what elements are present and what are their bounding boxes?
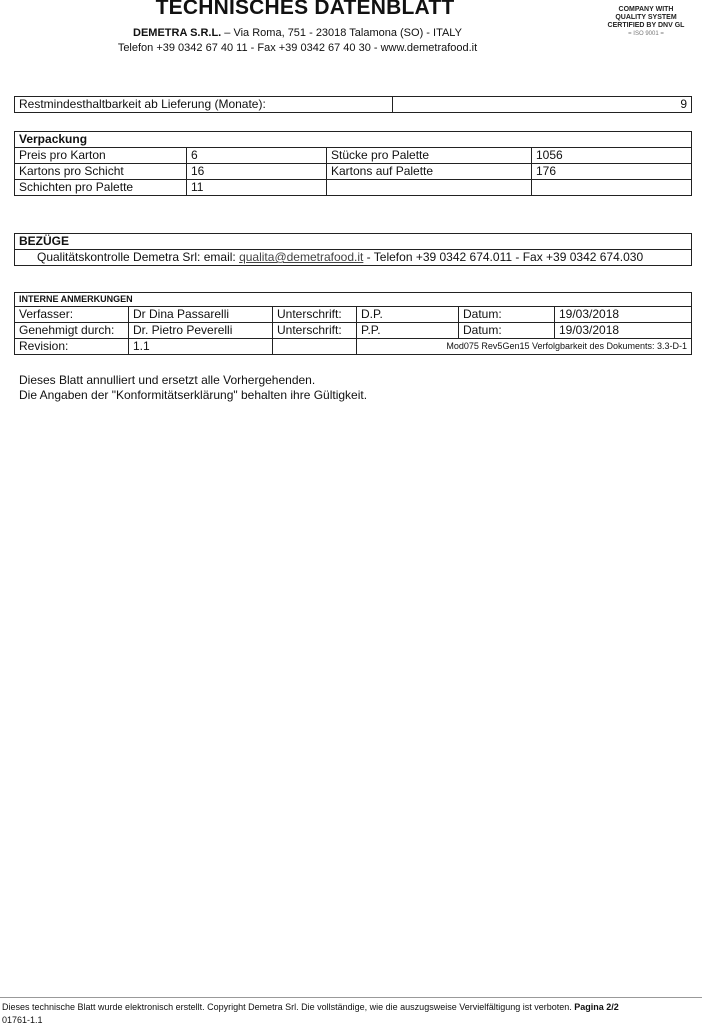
footer-text [2, 1002, 619, 1012]
table-row [15, 323, 692, 339]
date-label: Datum: [459, 323, 555, 339]
author-signature: D.P. [357, 307, 459, 323]
cell: 16 [187, 164, 327, 180]
signature-label: Unterschrift: [273, 323, 357, 339]
document-number: 01761-1.1 [2, 1015, 43, 1025]
cell: Stücke pro Palette [327, 148, 532, 164]
references-suffix: - Telefon +39 0342 674.011 - Fax +39 0342 674.030 [363, 250, 644, 264]
references-table [14, 233, 692, 266]
table-row [15, 339, 692, 355]
note-line-2: Die Angaben der "Konformitätserklärung" behalten ihre Gültigkeit. [19, 388, 368, 402]
footer-copyright: Dieses technische Blatt wurde elektronisch erstellt. Copyright Demetra Srl. Die vollständige, wie die auszugsweise Vervielfältigung ist verboten. [2, 1002, 575, 1012]
table-row [15, 180, 692, 196]
company-name: DEMETRA S.R.L. [133, 27, 222, 39]
cert-line-4: = ISO 9001 = [628, 31, 664, 37]
document-title: TECHNISCHES DATENBLATT [155, 0, 455, 19]
author-date: 19/03/2018 [555, 307, 692, 323]
company-contact: Telefon +39 0342 67 40 11 - Fax +39 0342 67 40 30 - www.demetrafood.it [117, 42, 478, 54]
cell [532, 180, 692, 196]
internal-notes-table [14, 292, 692, 355]
packaging-table [14, 131, 692, 196]
references-heading: BEZÜGE [15, 234, 692, 250]
footer-divider [0, 997, 702, 998]
shelf-life-table [14, 96, 692, 113]
author-label: Verfasser: [15, 307, 129, 323]
page-number: Pagina 2/2 [574, 1002, 619, 1012]
table-row [15, 97, 692, 113]
internal-heading: INTERNE ANMERKUNGEN [15, 293, 692, 307]
author-name: Dr Dina Passarelli [129, 307, 273, 323]
table-row [15, 307, 692, 323]
revision-value: 1.1 [129, 339, 273, 355]
cell: 1056 [532, 148, 692, 164]
empty-cell [273, 339, 357, 355]
table-row [15, 250, 692, 266]
approver-name: Dr. Pietro Peverelli [129, 323, 273, 339]
table-row [15, 132, 692, 148]
table-row [15, 293, 692, 307]
company-address: – Via Roma, 751 - 23018 Talamona (SO) - ITALY [221, 27, 462, 39]
approved-label: Genehmigt durch: [15, 323, 129, 339]
cert-line-2: QUALITY SYSTEM [615, 14, 677, 21]
cell: 6 [187, 148, 327, 164]
cell [327, 180, 532, 196]
certification-mark [598, 6, 694, 38]
approver-signature: P.P. [357, 323, 459, 339]
table-row [15, 164, 692, 180]
date-label: Datum: [459, 307, 555, 323]
cert-line-3: CERTIFIED BY DNV GL [607, 22, 685, 29]
cell: Preis pro Karton [15, 148, 187, 164]
table-row [15, 234, 692, 250]
cell: Kartons pro Schicht [15, 164, 187, 180]
references-prefix: Qualitätskontrolle Demetra Srl: email: [37, 250, 240, 264]
module-reference: Mod075 Rev5Gen15 Verfolgbarkeit des Dokuments: 3.3-D-1 [357, 339, 692, 355]
signature-label: Unterschrift: [273, 307, 357, 323]
shelf-life-value: 9 [393, 97, 692, 113]
cell: 11 [187, 180, 327, 196]
email-link[interactable]: qualita@demetrafood.it [239, 250, 364, 264]
cert-line-1: COMPANY WITH [618, 6, 674, 13]
note-line-1: Dieses Blatt annulliert und ersetzt alle Vorhergehenden. [19, 373, 316, 387]
revision-label: Revision: [15, 339, 129, 355]
cell: Schichten pro Palette [15, 180, 187, 196]
cell: 176 [532, 164, 692, 180]
shelf-life-label: Restmindesthaltbarkeit ab Lieferung (Monate): [15, 97, 393, 113]
references-line [15, 250, 692, 266]
approver-date: 19/03/2018 [555, 323, 692, 339]
company-line [100, 27, 495, 39]
table-row [15, 148, 692, 164]
packaging-heading: Verpackung [15, 132, 692, 148]
cell: Kartons auf Palette [327, 164, 532, 180]
